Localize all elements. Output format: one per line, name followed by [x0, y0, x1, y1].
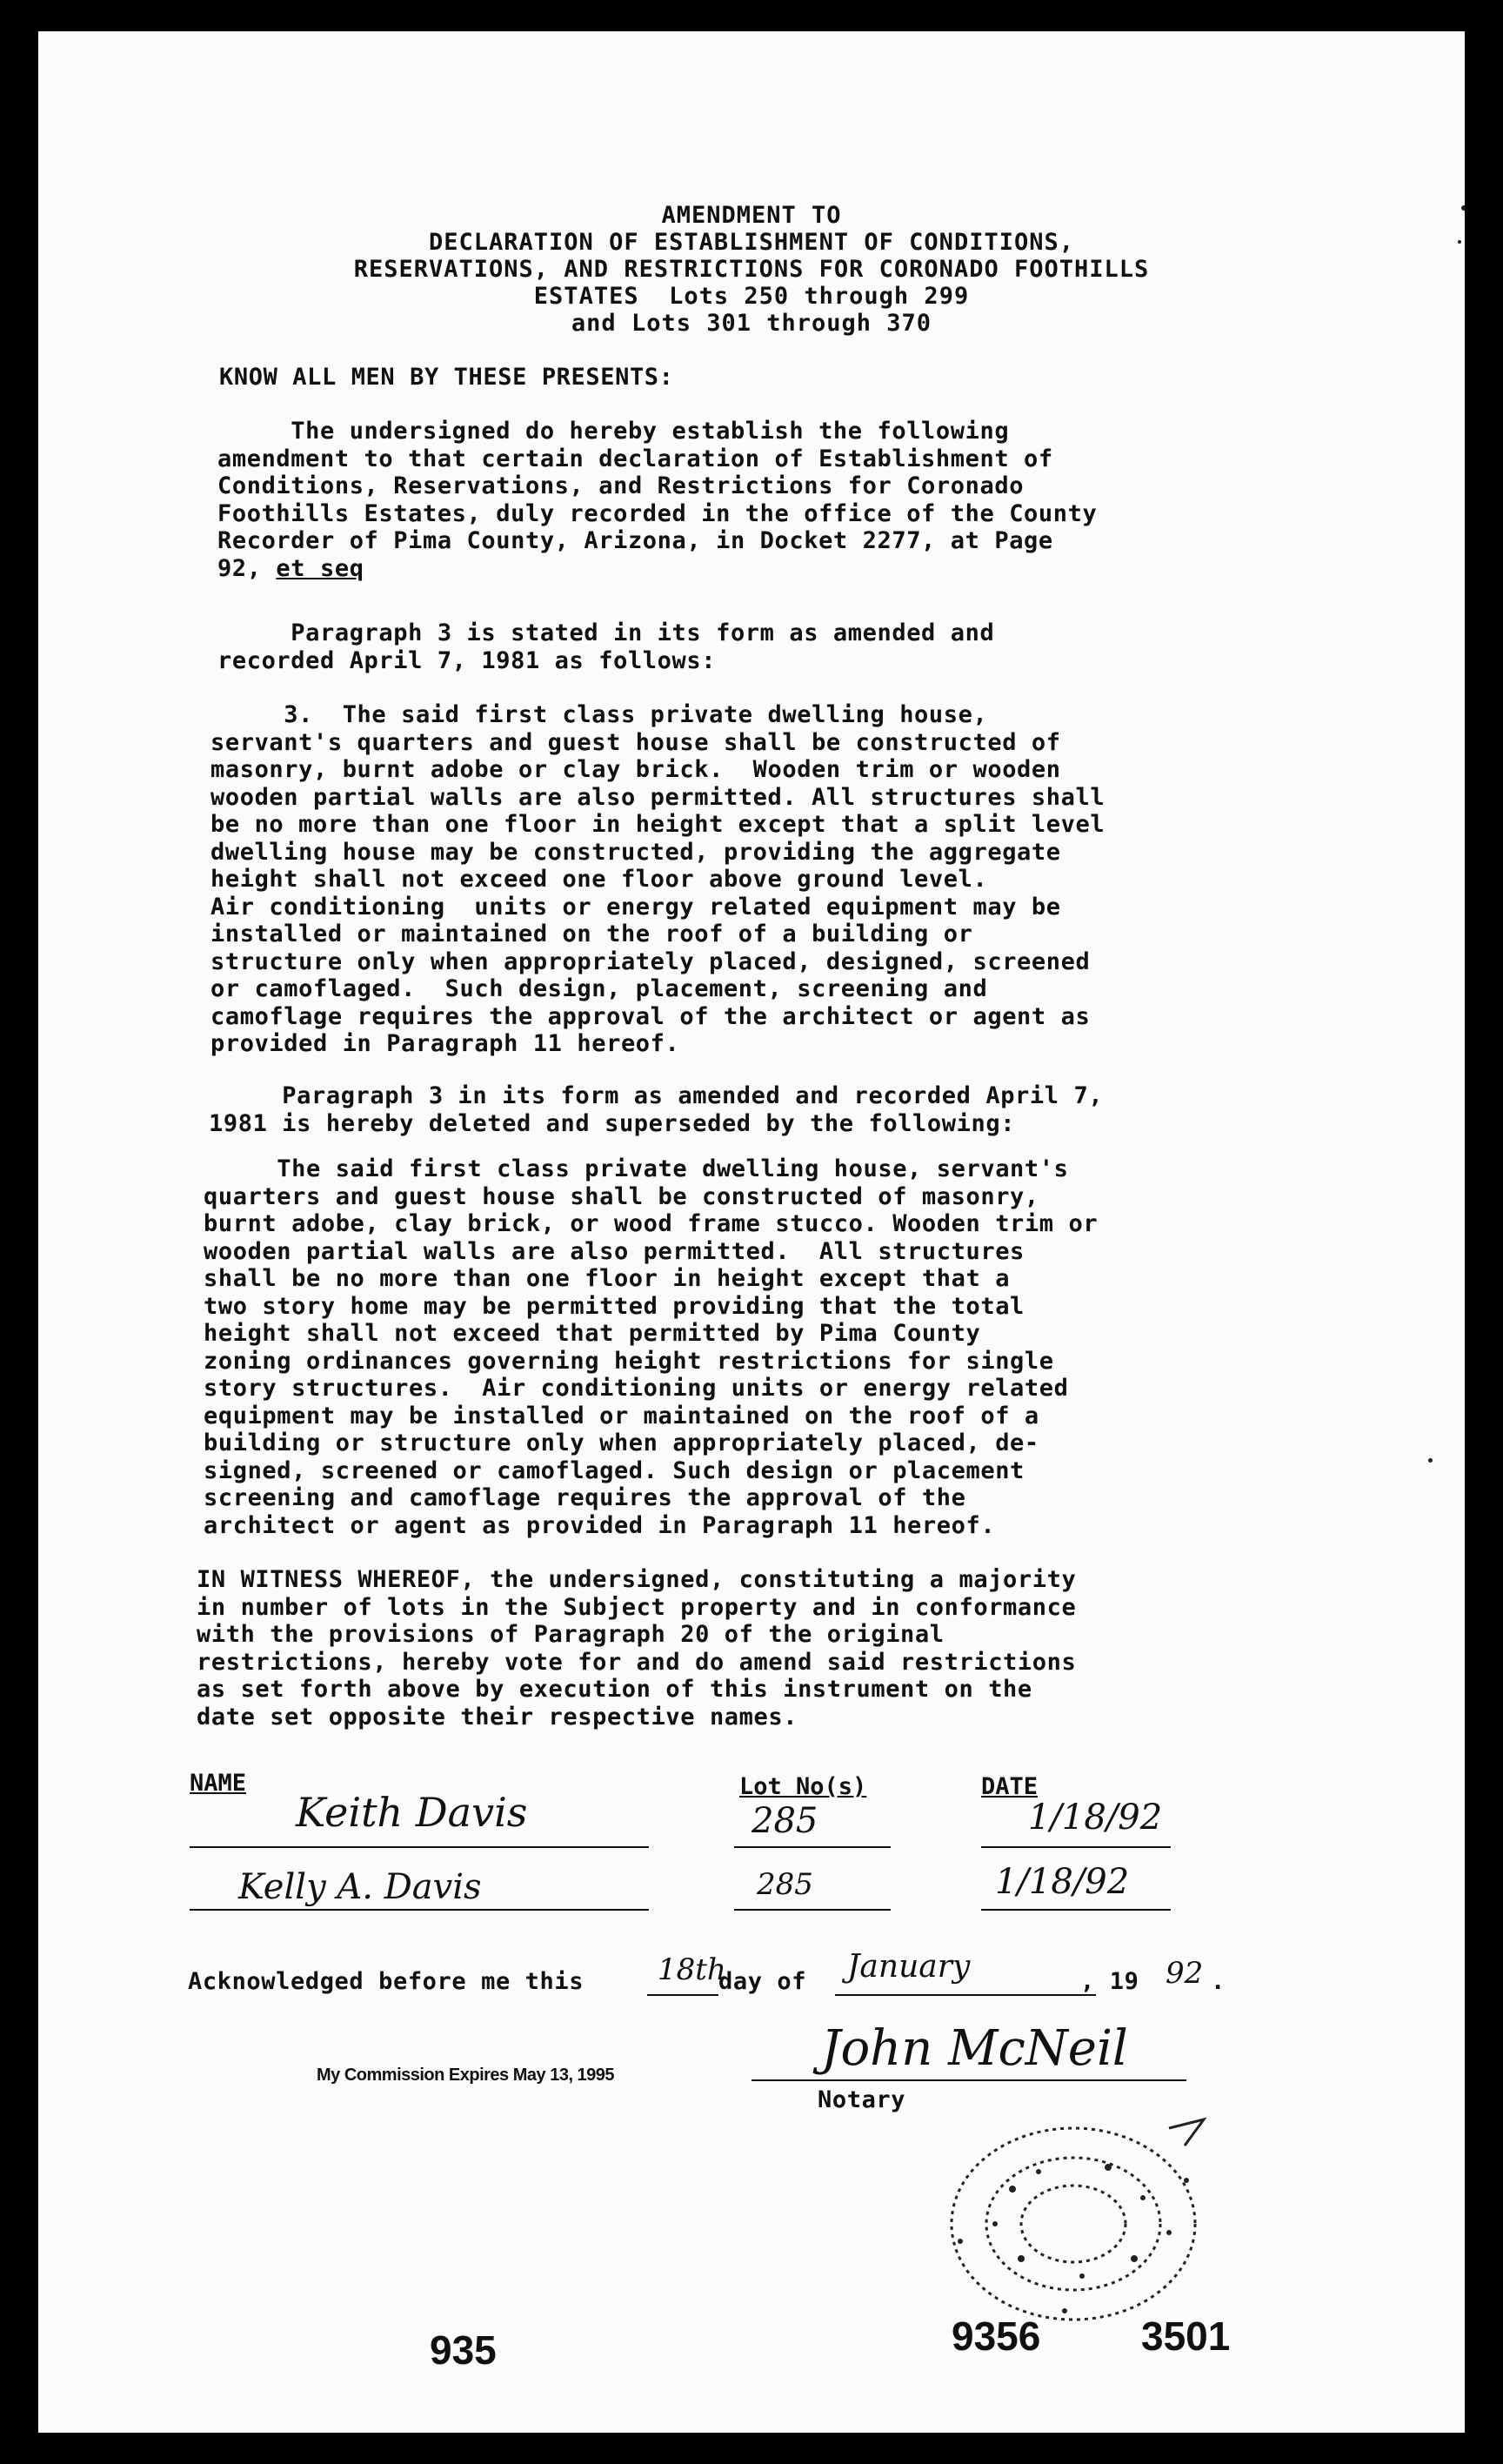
title-line-3: RESERVATIONS, AND RESTRICTIONS FOR CORONADO FOOTHILLS: [353, 256, 1150, 283]
ack-year-prefix: , 19: [1080, 1968, 1139, 1995]
paragraph-witness: IN WITNESS WHEREOF, the undersigned, constituting a majority in number of lots in the Subject property and in conformance with the provisions of Paragraph 20 of the original restrictions, hereby vote for and do amend said restrictions as set forth above by execution of this instrument on the date set opposite their respective names.: [197, 1566, 1077, 1731]
name-column-header: NAME: [190, 1770, 247, 1797]
ack-year: 92: [1166, 1956, 1204, 1991]
paragraph-recital-text: The undersigned do hereby establish the following amendment to that certain declaration of Establishment of Conditions, Reservations, and Restrictions for Coronado Foothills Estates, duly recorded in the office of the County Recorder of Pima County, Arizona, in Docket 2277, at Page 92,: [217, 418, 1098, 582]
signature-line: [190, 1909, 649, 1911]
lot-row-2: 285: [757, 1867, 813, 1902]
ack-day: 18th: [658, 1952, 726, 1987]
paragraph-intro-old: Paragraph 3 is stated in its form as amended and recorded April 7, 1981 as follows:: [217, 619, 995, 674]
lot-line: [734, 1909, 891, 1911]
lot-row-1: 285: [752, 1801, 818, 1841]
footer-number-left: 935: [430, 2327, 497, 2373]
ack-day-line: [647, 1994, 718, 1996]
date-line: [981, 1846, 1171, 1848]
document-page: [38, 31, 1465, 2433]
ack-prefix: Acknowledged before me this: [188, 1968, 584, 1995]
document-title: [38, 202, 1465, 337]
paragraph-old-text: 3. The said first class private dwelling house, servant's quarters and guest house shall be constructed of masonry, burnt adobe or clay brick. Wooden trim or wooden wooden partial walls are also permitted. All structures shall be no more than one floor in height except that a split level dwelling house may be constructed, providing the aggregate height shall not exceed one floor above ground level. Air conditioning units or energy related equipment may be installed or maintained on the roof of a building or structure only when appropriately placed, designed, screened or camoflaged. Such design, placement, screening and camoflage requires the approval of the architect or agent as provided in Paragraph 11 hereof.: [210, 701, 1106, 1057]
ack-mid: day of: [718, 1968, 807, 1995]
lot-column-header: Lot No(s): [739, 1773, 867, 1800]
title-line-4: ESTATES Lots 250 through 299: [533, 283, 970, 310]
notary-label: Notary: [818, 2086, 906, 2113]
et-seq-text: et seq: [276, 554, 364, 582]
notary-signature: John McNeil: [821, 2020, 1128, 2077]
ack-month-line: [835, 1994, 1096, 1996]
signature-line: [190, 1846, 649, 1848]
commission-expiry: My Commission Expires May 13, 1995: [317, 2066, 615, 2085]
paragraph-new-text: The said first class private dwelling house, servant's quarters and guest house shall be constructed of masonry, burnt adobe, clay brick, or wood frame stucco. Wooden trim or wooden partial walls are also permitted. All structures shall be no more than one floor in height except that a two story home may be permitted providing that the total height shall not exceed that permitted by Pima County zoning ordinances governing height restrictions for single story structures. Air conditioning units or energy related equipment may be installed or maintained on the roof of a building or structure only when appropriately placed, de- signed, screened or camoflaged. Such design or placement screening and camoflage requires the approval of the architect or agent as provided in Paragraph 11 hereof.: [204, 1155, 1099, 1539]
paragraph-intro-new: Paragraph 3 in its form as amended and recorded April 7, 1981 is hereby deleted and superseded by the following:: [209, 1082, 1104, 1137]
title-line-5: and Lots 301 through 370: [571, 310, 932, 337]
scan-speck: [1428, 1458, 1433, 1463]
notary-line: [752, 2079, 1186, 2081]
title-line-1: AMENDMENT TO: [661, 202, 842, 229]
signature-row-2: Kelly A. Davis: [238, 1867, 482, 1907]
date-row-1: 1/18/92: [1028, 1798, 1163, 1838]
date-line: [981, 1909, 1171, 1911]
footer-number-right-2: 3501: [1141, 2313, 1231, 2359]
title-line-2: DECLARATION OF ESTABLISHMENT OF CONDITIONS,: [429, 229, 1074, 256]
ack-end: .: [1211, 1968, 1226, 1995]
signature-row-1: Keith Davis: [296, 1789, 528, 1836]
ack-month: January: [847, 1949, 971, 1985]
paragraph-recital: [217, 418, 1097, 582]
intro-heading: KNOW ALL MEN BY THESE PRESENTS:: [219, 364, 674, 391]
notary-seal-icon: [908, 2111, 1239, 2337]
lot-line: [734, 1846, 891, 1848]
date-column-header: DATE: [981, 1773, 1039, 1800]
date-row-2: 1/18/92: [995, 1862, 1130, 1902]
footer-number-right-1: 9356: [952, 2313, 1041, 2359]
